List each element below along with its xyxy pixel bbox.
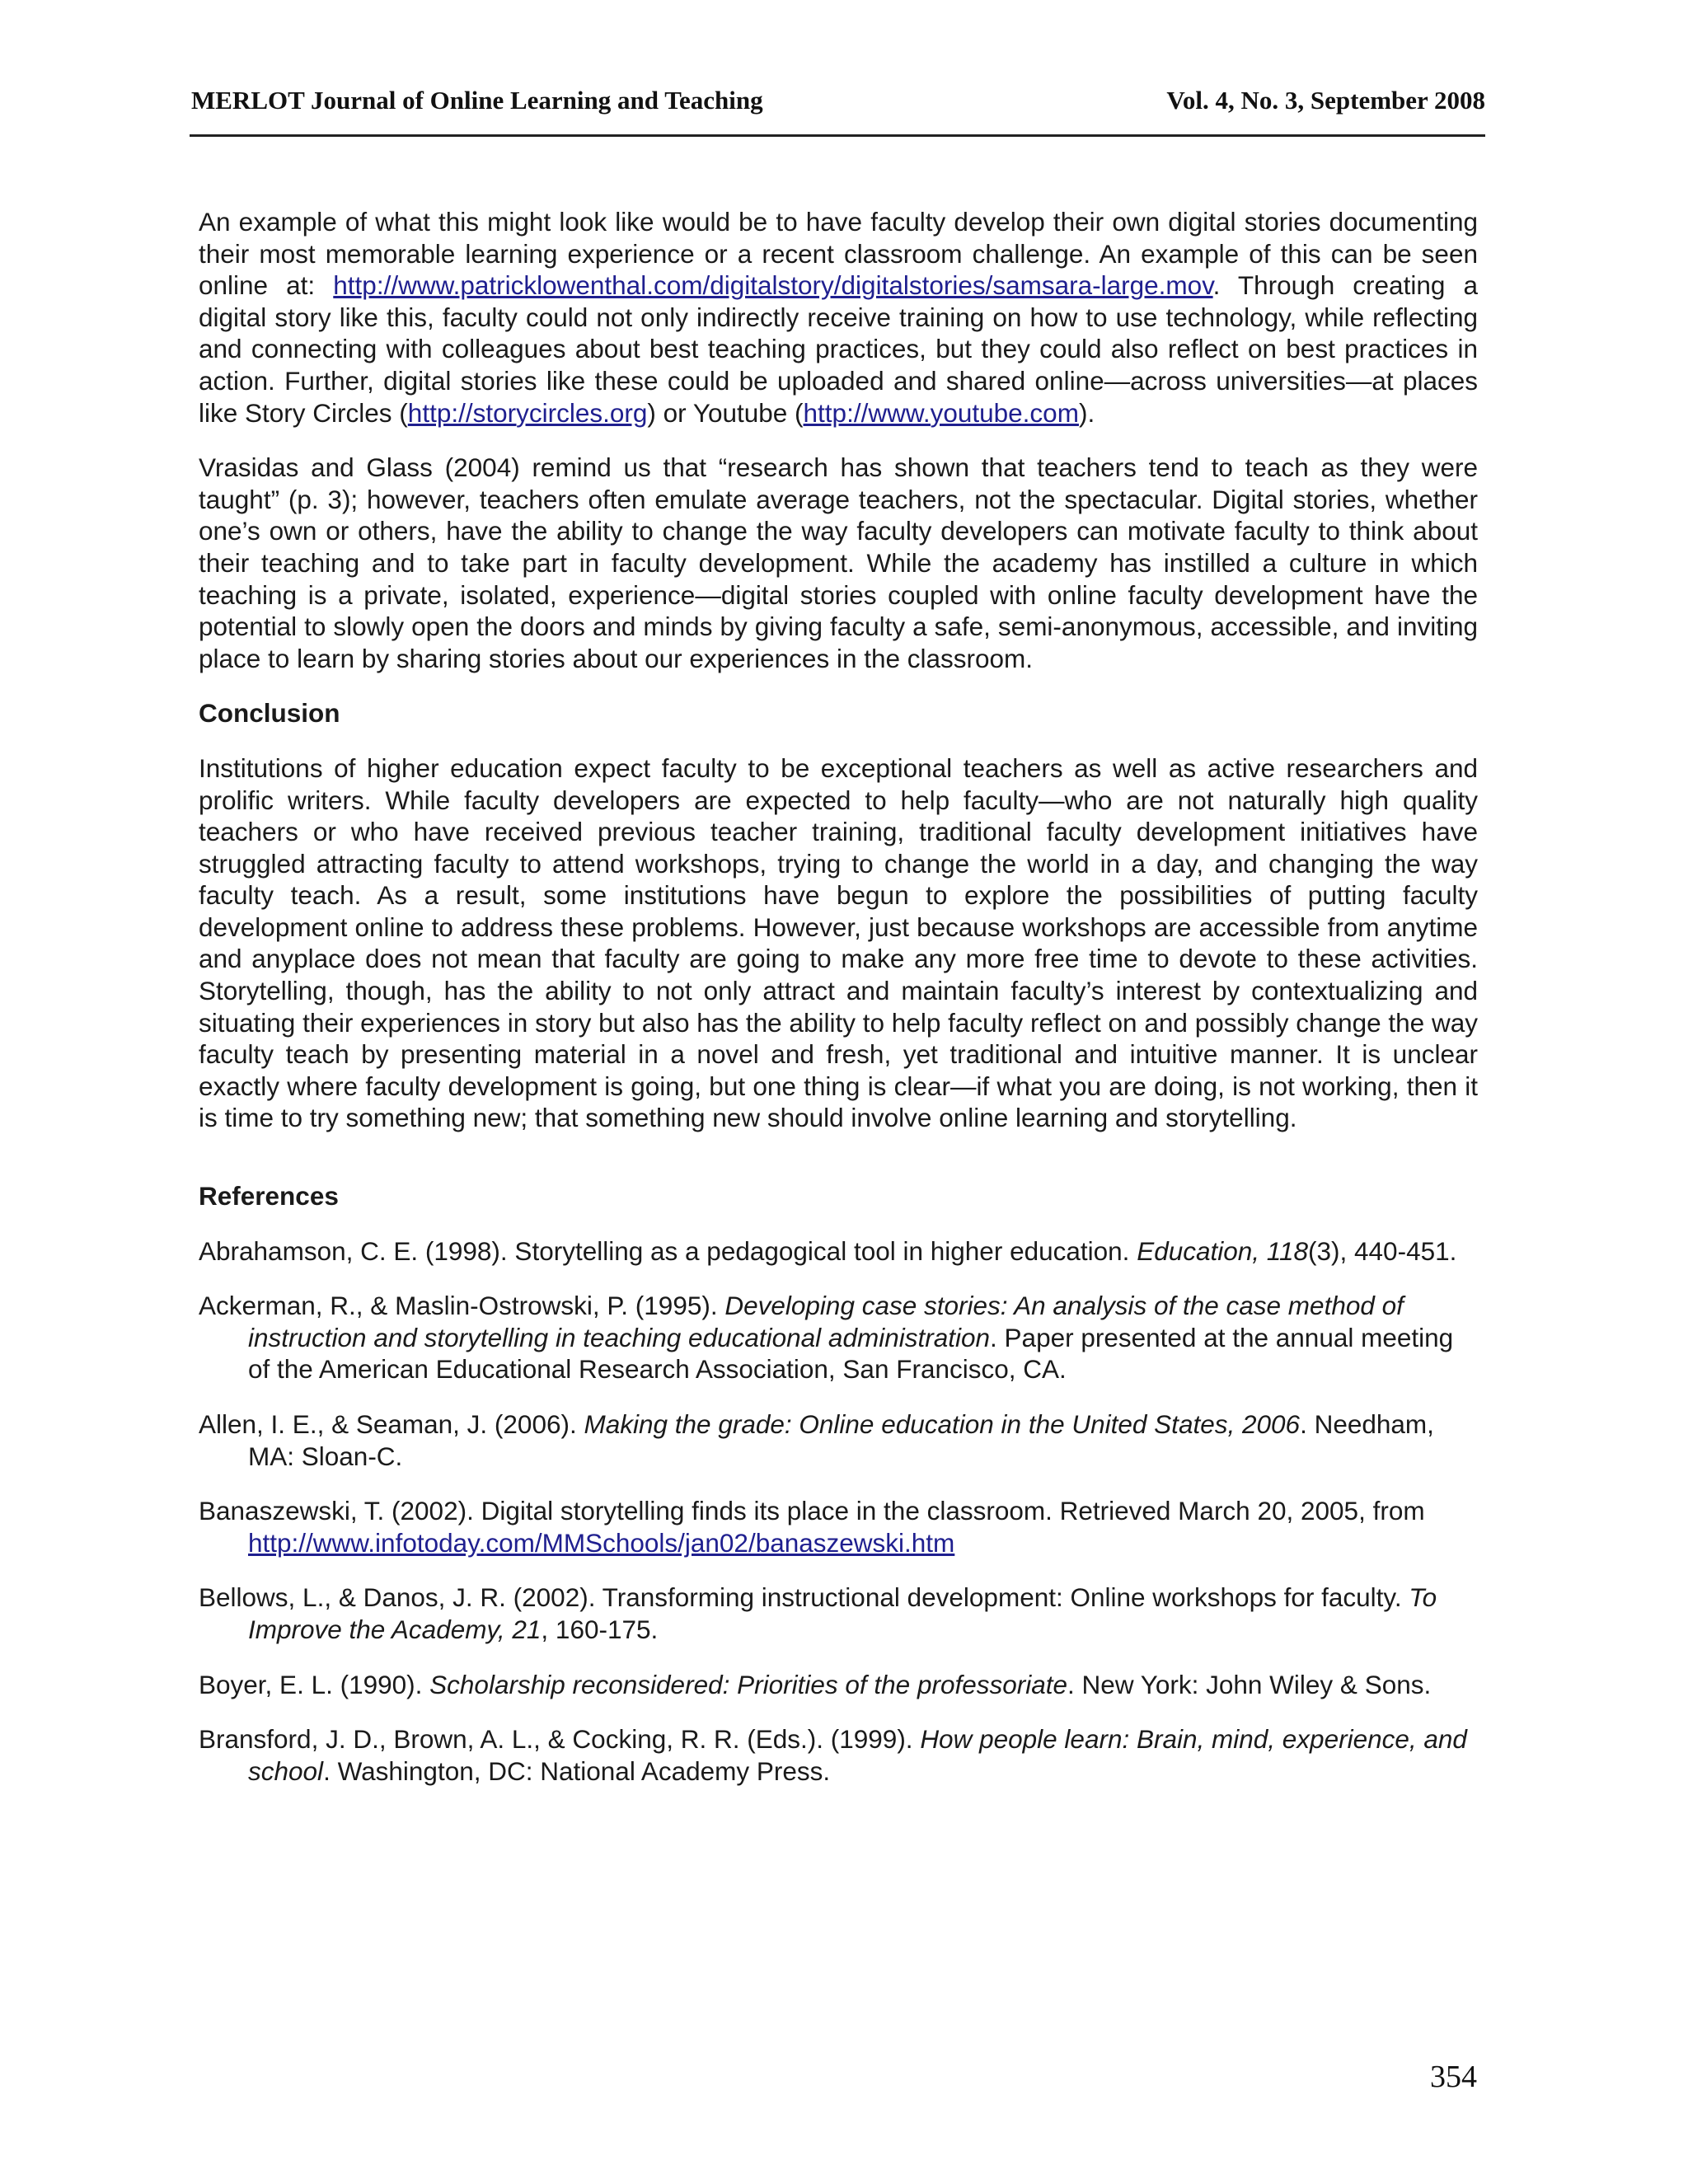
reference-text: Bellows, L., & Danos, J. R. (2002). Transforming instructional development: Online workshops for faculty. [199, 1582, 1409, 1613]
page-number: 354 [1430, 2060, 1477, 2094]
reference-entry [199, 1495, 1478, 1558]
reference-source: To Improve the Academy, 21 [248, 1582, 1437, 1644]
paragraph-text: An example of what this might look like would be to have faculty develop their own digital stories documenting their most memorable learning experience or a recent classroom challenge. An example of this can be seen online at: [199, 207, 1478, 301]
reference-source: Scholarship reconsidered: Priorities of the professoriate [429, 1669, 1068, 1699]
reference-text: . Paper presented at the annual meeting of the American Educational Research Association, San Francisco, CA. [248, 1322, 1454, 1385]
samsara-video-link[interactable]: http://www.patricklowenthal.com/digitalstory/digitalstories/samsara-large.mov [333, 270, 1213, 301]
paragraph-digital-story-example [199, 206, 1478, 429]
reference-text: Ackerman, R., & Maslin-Ostrowski, P. (1995). [199, 1291, 725, 1321]
reference-text: , 160-175. [541, 1614, 659, 1644]
reference-source: Making the grade: Online education in the United States, 2006 [584, 1409, 1301, 1439]
reference-text: Abrahamson, C. E. (1998). Storytelling as a pedagogical tool in higher education. [199, 1235, 1137, 1266]
paragraph-text: ). [1078, 397, 1095, 428]
reference-entry [199, 1235, 1478, 1268]
reference-text: Allen, I. E., & Seaman, J. (2006). [199, 1409, 584, 1439]
reference-entry [199, 1669, 1478, 1701]
infotoday-link[interactable]: http://www.infotoday.com/MMSchools/jan02/banaszewski.htm [248, 1527, 955, 1558]
reference-source: Developing case stories: An analysis of the case method of instruction and storytelling in teaching educational administration [248, 1291, 1404, 1352]
reference-text: Boyer, E. L. (1990). [199, 1669, 430, 1699]
conclusion-heading: Conclusion [199, 698, 340, 729]
reference-source: How people learn: Brain, mind, experience, and school [248, 1724, 1467, 1786]
reference-text: Banaszewski, T. (2002). Digital storytelling finds its place in the classroom. Retrieved March 20, 2005, from [199, 1496, 1425, 1526]
reference-entry [199, 1408, 1478, 1472]
reference-text: . New York: John Wiley & Sons. [1067, 1669, 1432, 1699]
article-body [199, 206, 1478, 1810]
paragraph-vrasidas-glass: Vrasidas and Glass (2004) remind us that “research has shown that teachers tend to teach as they were taught” (p. 3); however, teachers often emulate average teachers, not the spectacular. Digital stories, whether one’s own or others, have the ability to change the way faculty developers can motivate faculty to think about their teaching and to take part in faculty development. While the academy has instilled a culture in which teaching is a private, isolated, experience—digital stories coupled with online faculty development have the potential to slowly open the doors and minds by giving faculty a safe, semi-anonymous, accessible, and inviting place to learn by sharing stories about our experiences in the classroom. [199, 452, 1478, 673]
reference-entry [199, 1582, 1478, 1645]
reference-text: . Washington, DC: National Academy Press. [323, 1755, 831, 1786]
reference-text: . Needham, MA: Sloan-C. [248, 1409, 1434, 1471]
reference-source: Education, 118 [1137, 1235, 1309, 1266]
reference-text: Bransford, J. D., Brown, A. L., & Cocking, R. R. (Eds.). (1999). [199, 1724, 921, 1755]
paragraph-text: ) or Youtube ( [647, 397, 804, 428]
paragraph-conclusion: Institutions of higher education expect faculty to be exceptional teachers as well as active researchers and prolific writers. While faculty developers are expected to help faculty—who are not naturally high quality teachers or who have received previous teacher training, traditional faculty development initiatives have struggled attracting faculty to attend workshops, trying to change the world in a day, and changing the way faculty teach. As a result, some institutions have begun to explore the possibilities of putting faculty development online to address these problems. However, just because workshops are accessible from anytime and anyplace does not mean that faculty are going to make any more free time to devote to these activities. Storytelling, though, has the ability to not only attract and maintain faculty’s interest by contextualizing and situating their experiences in story but also has the ability to help faculty reflect on and possibly change the way faculty teach by presenting material in a novel and fresh, yet traditional and intuitive manner. It is unclear exactly where faculty development is going, but one thing is clear—if what you are doing, is not working, then it is time to try something new; that something new should involve online learning and storytelling. [199, 752, 1478, 1133]
references-heading: References [199, 1181, 339, 1212]
reference-text: (3), 440-451. [1308, 1235, 1457, 1266]
volume-info: Vol. 4, No. 3, September 2008 [1166, 86, 1485, 115]
running-header [191, 86, 1485, 115]
reference-entry [199, 1723, 1478, 1787]
reference-entry [199, 1290, 1478, 1385]
youtube-link[interactable]: http://www.youtube.com [803, 397, 1079, 428]
journal-title: MERLOT Journal of Online Learning and Teaching [191, 86, 763, 115]
paragraph-text: . Through creating a digital story like this, faculty could not only indirectly receive training on how to use technology, while reflecting and connecting with colleagues about best teaching practices, but they could also reflect on best practices in action. Further, digital stories like these could be uploaded and shared online—across universities—at places like Story Circles ( [199, 270, 1478, 428]
storycircles-link[interactable]: http://storycircles.org [407, 397, 648, 428]
header-divider [190, 134, 1485, 137]
